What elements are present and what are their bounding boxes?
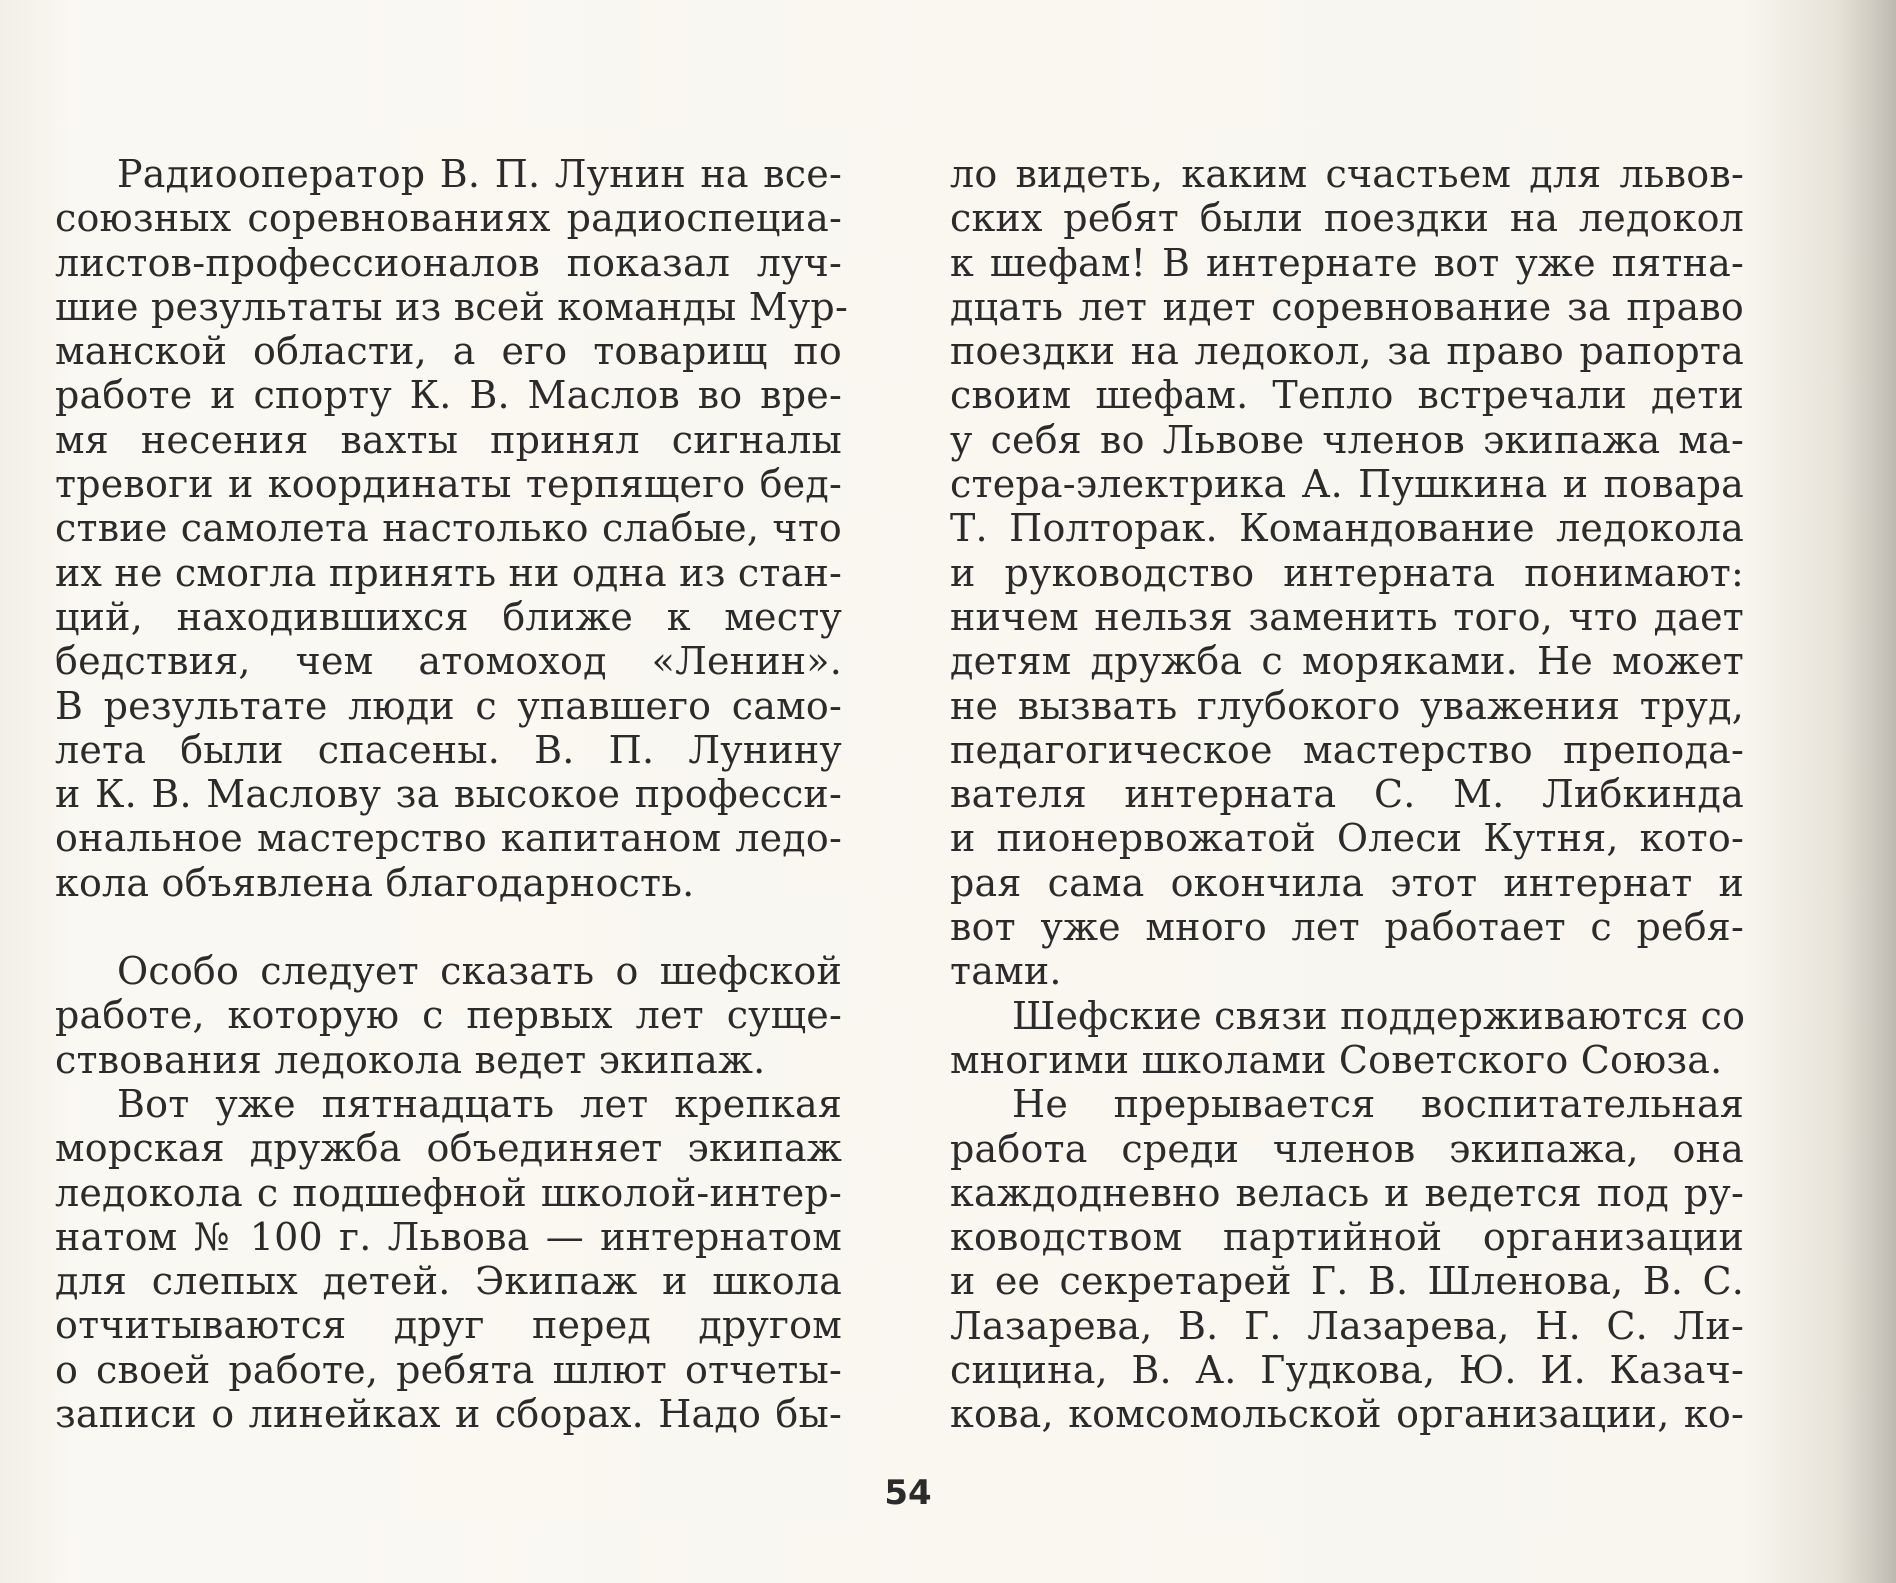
text-line: ских ребят были поездки на ледокол [950, 196, 1744, 241]
text-line: ствие самолета настолько слабые, что [55, 506, 842, 551]
text-line: бедствия, чем атомоход «Ленин». [55, 639, 842, 684]
text-line: кова, комсомольской организации, ко- [950, 1392, 1744, 1437]
left-text-column [55, 152, 848, 1437]
text-line: Не прерывается воспитательная [1012, 1082, 1744, 1127]
text-line: работе, которую с первых лет суще- [55, 993, 842, 1038]
text-line: сицина, В. А. Гудкова, Ю. И. Казач- [950, 1348, 1744, 1393]
text-line: каждодневно велась и ведется под ру- [950, 1170, 1744, 1215]
text-line: ничем нельзя заменить того, что дает [950, 594, 1744, 639]
text-line: у себя во Львове членов экипажа ма- [950, 417, 1744, 462]
text-line: не вызвать глубокого уважения труд, [950, 683, 1744, 728]
text-line: дцать лет идет соревнование за право [950, 284, 1744, 329]
text-line: своим шефам. Тепло встречали дети [950, 373, 1744, 418]
right-text-column [950, 152, 1744, 1437]
text-line: и руководство интерната понимают: [950, 550, 1744, 595]
paragraph [950, 994, 1744, 1083]
paragraph [55, 1082, 842, 1436]
text-line: шие результаты из всей команды Мур- [55, 284, 848, 329]
text-line: листов-профессионалов показал луч- [55, 240, 842, 285]
text-line: Т. Полторак. Командование ледокола [950, 506, 1744, 551]
text-line: вателя интерната С. М. Либкинда [950, 772, 1744, 817]
text-line: вот уже много лет работает с ребя- [950, 905, 1744, 950]
text-line: и К. В. Маслову за высокое професси- [55, 772, 842, 817]
text-line: педагогическое мастерство препода- [950, 727, 1744, 772]
text-line: ледокола с подшефной школой-интер- [55, 1170, 842, 1215]
text-line: ональное мастерство капитаном ледо- [55, 816, 842, 861]
text-line: поездки на ледокол, за право рапорта [950, 329, 1744, 374]
text-line: Лазарева, В. Г. Лазарева, Н. С. Ли- [950, 1303, 1744, 1348]
text-line: их не смогла принять ни одна из стан- [55, 550, 843, 595]
paragraph [55, 949, 842, 1082]
text-line: работа среди членов экипажа, она [950, 1126, 1744, 1171]
text-line: союзных соревнованиях радиоспециа- [55, 196, 842, 241]
text-line: мя несения вахты принял сигналы [55, 417, 842, 462]
text-line: отчитываются друг перед другом [55, 1303, 842, 1348]
text-line: Особо следует сказать о шефской [117, 949, 842, 994]
page-number: 54 [884, 1473, 932, 1513]
text-line: кола объявлена благодарность. [55, 860, 695, 905]
text-line: Вот уже пятнадцать лет крепкая [117, 1081, 842, 1126]
text-line: и ее секретарей Г. В. Шленова, В. С. [950, 1259, 1744, 1304]
text-line: о своей работе, ребята шлют отчеты- [55, 1347, 842, 1392]
paragraph [55, 152, 848, 905]
text-line: тревоги и координаты терпящего бед- [55, 462, 842, 507]
binding-shadow [1836, 0, 1896, 1583]
text-line: лета были спасены. В. П. Лунину [55, 727, 842, 772]
text-line: ководством партийной организации [950, 1215, 1744, 1260]
text-line: морская дружба объединяет экипаж [55, 1126, 842, 1171]
text-line: рая сама окончила этот интернат и [950, 860, 1744, 905]
text-line: работе и спорту К. В. Маслов во вре- [55, 373, 842, 418]
text-line: тами. [950, 949, 1062, 994]
text-line: В результате люди с упавшего само- [55, 683, 842, 728]
text-line: многими школами Советского Союза. [950, 1037, 1723, 1082]
paragraph [950, 1082, 1744, 1436]
text-line: Шефские связи поддерживаются со [1012, 993, 1746, 1038]
text-line: для слепых детей. Экипаж и школа [55, 1259, 842, 1304]
text-line: ций, находившихся ближе к месту [55, 594, 842, 639]
paragraph-spacer [55, 905, 842, 949]
text-line: записи о линейках и сборах. Надо бы- [55, 1392, 842, 1437]
text-line: детям дружба с моряками. Не может [950, 639, 1744, 684]
text-line: ствования ледокола ведет экипаж. [55, 1037, 766, 1082]
text-line: манской области, а его товарищ по [55, 329, 842, 374]
paragraph [950, 152, 1744, 994]
text-line: к шефам! В интернате вот уже пятна- [950, 240, 1744, 285]
text-line: ло видеть, каким счастьем для львов- [950, 152, 1744, 196]
text-line: Радиооператор В. П. Лунин на все- [117, 152, 842, 196]
text-line: и пионервожатой Олеси Кутня, кото- [950, 816, 1744, 861]
text-line: стера-электрика А. Пушкина и повара [950, 462, 1744, 507]
text-line: натом № 100 г. Львова — интернатом [55, 1214, 842, 1259]
